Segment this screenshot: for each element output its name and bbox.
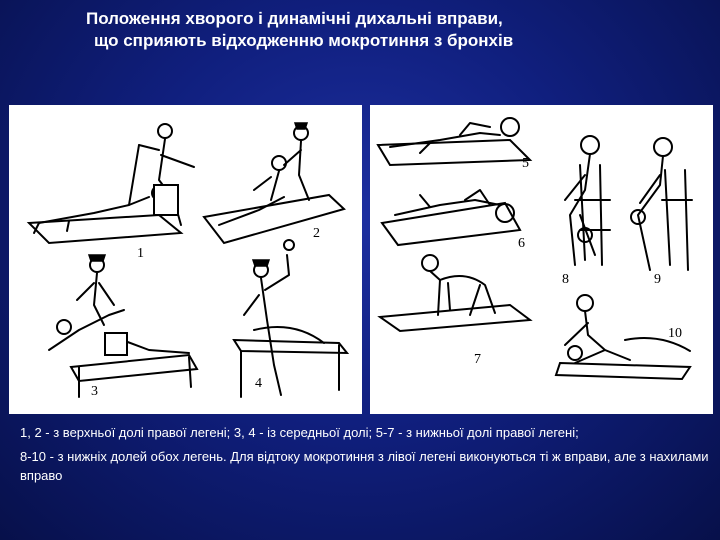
figure-7-drawing [380, 255, 530, 331]
exercise-drawings-1-4 [9, 105, 362, 414]
figure-label-1: 1 [137, 246, 144, 261]
slide-title [86, 8, 646, 52]
figure-label-4: 4 [255, 376, 262, 391]
figure-label-7: 7 [474, 352, 481, 367]
caption-line-1: 1, 2 - з верхньої долі правої легені; 3, 4 - із середньої долі; 5-7 - з нижньої долі правої легені; [20, 425, 579, 440]
figure-label-3: 3 [91, 384, 98, 399]
title-line-1: Положення хворого і динамічні дихальні вправи, [86, 9, 503, 28]
illustration-panel-right [370, 105, 713, 414]
figure-label-2: 2 [313, 226, 320, 241]
figure-2-drawing [204, 123, 344, 243]
figure-4-drawing [234, 240, 347, 397]
title-line-2: що сприяють відходженню мокротиння з бронхів [94, 31, 514, 50]
figure-9-drawing [631, 138, 692, 270]
figure-1-drawing [29, 124, 194, 243]
figure-6-drawing [382, 190, 520, 245]
figure-label-5: 5 [522, 156, 529, 171]
figure-label-6: 6 [518, 236, 525, 251]
figure-5-drawing [378, 118, 530, 165]
figure-label-8: 8 [562, 272, 569, 287]
figure-8-drawing [565, 136, 610, 265]
figure-label-10: 10 [668, 326, 682, 341]
figure-label-9: 9 [654, 272, 661, 287]
figure-caption [20, 423, 710, 490]
exercise-drawings-5-10 [370, 105, 713, 414]
illustration-panel-left [9, 105, 362, 414]
caption-line-2: 8-10 - з нижніх долей обох легень. Для відтоку мокротиння з лівої легені виконуються ті ж вправи, але з нахилами вправо [20, 449, 709, 483]
figure-3-drawing [49, 255, 197, 397]
